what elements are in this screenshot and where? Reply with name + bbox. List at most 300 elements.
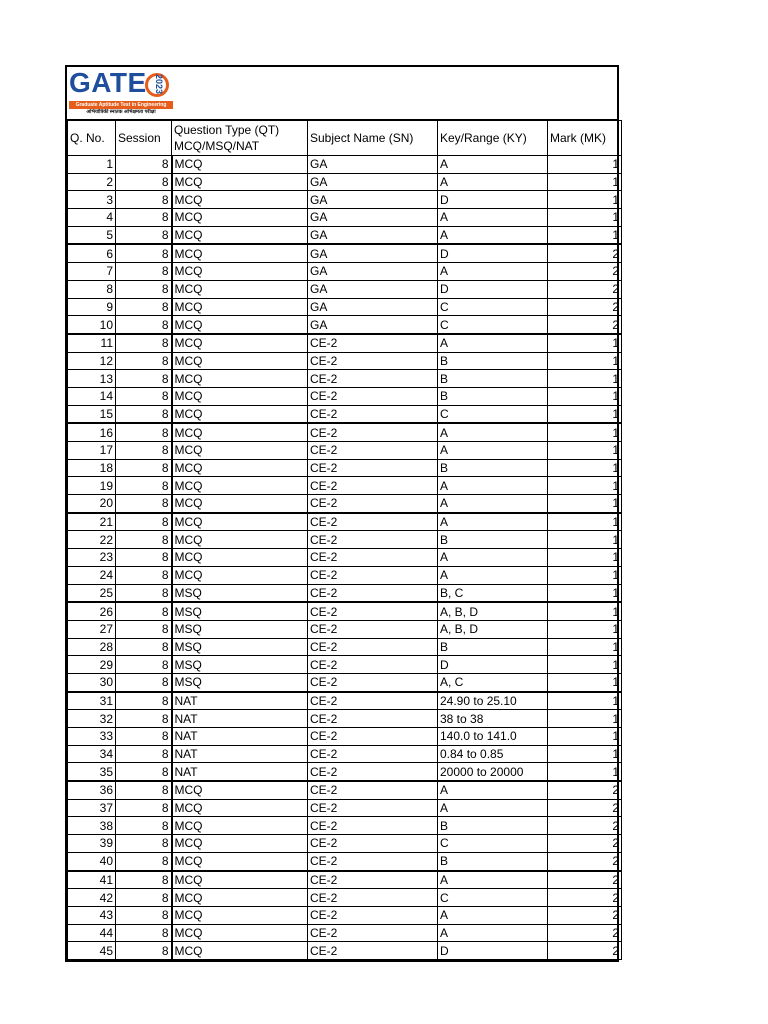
cell-key: A [438,423,548,441]
cell-mark: 1 [548,673,622,691]
cell-key: B [438,459,548,477]
cell-mark: 2 [548,280,622,298]
cell-key: C [438,298,548,316]
header-subject: Subject Name (SN) [308,121,438,156]
cell-question-type: MCQ [172,781,308,799]
table-row [68,442,622,460]
table-row [68,226,622,244]
cell-subject: CE-2 [308,423,438,441]
cell-question-type: MCQ [172,871,308,889]
table-row [68,191,622,209]
table-row [68,334,622,352]
cell-session: 8 [116,477,172,495]
cell-subject: CE-2 [308,817,438,835]
cell-subject: CE-2 [308,924,438,942]
table-row [68,638,622,656]
cell-key: A [438,442,548,460]
cell-question-type: MSQ [172,673,308,691]
cell-session: 8 [116,889,172,907]
table-row [68,459,622,477]
cell-qno: 17 [68,442,116,460]
cell-session: 8 [116,673,172,691]
cell-session: 8 [116,763,172,781]
cell-mark: 1 [548,602,622,620]
cell-mark: 1 [548,173,622,191]
cell-mark: 2 [548,298,622,316]
cell-question-type: MSQ [172,602,308,620]
cell-key: A [438,781,548,799]
cell-subject: CE-2 [308,638,438,656]
table-row [68,280,622,298]
cell-subject: CE-2 [308,942,438,960]
cell-qno: 9 [68,298,116,316]
cell-subject: GA [308,209,438,227]
cell-qno: 32 [68,710,116,728]
cell-session: 8 [116,316,172,334]
cell-key: A [438,173,548,191]
cell-subject: CE-2 [308,656,438,674]
gate-logo [69,67,173,116]
cell-qno: 8 [68,280,116,298]
cell-key: A [438,924,548,942]
table-row [68,620,622,638]
table-row [68,549,622,567]
cell-qno: 21 [68,513,116,531]
table-row [68,763,622,781]
cell-mark: 2 [548,889,622,907]
cell-key: B [438,817,548,835]
cell-qno: 7 [68,263,116,281]
table-row [68,906,622,924]
cell-session: 8 [116,370,172,388]
cell-question-type: MCQ [172,334,308,352]
logo-year: 2023 [154,73,164,95]
cell-qno: 2 [68,173,116,191]
cell-session: 8 [116,566,172,584]
header-question-type [172,121,308,156]
cell-qno: 24 [68,566,116,584]
cell-subject: GA [308,244,438,262]
table-row [68,602,622,620]
table-row [68,156,622,174]
cell-key: A [438,477,548,495]
answer-key-table [67,120,622,960]
cell-session: 8 [116,620,172,638]
cell-key: A, C [438,673,548,691]
cell-mark: 1 [548,513,622,531]
cell-key: A [438,209,548,227]
header-qtype-line1: Question Type (QT) [174,123,280,137]
table-row [68,871,622,889]
cell-qno: 3 [68,191,116,209]
cell-mark: 2 [548,924,622,942]
cell-subject: CE-2 [308,852,438,870]
cell-qno: 30 [68,673,116,691]
cell-question-type: MSQ [172,584,308,602]
table-row [68,495,622,513]
cell-subject: CE-2 [308,352,438,370]
cell-subject: CE-2 [308,334,438,352]
cell-question-type: MCQ [172,852,308,870]
cell-subject: CE-2 [308,620,438,638]
cell-session: 8 [116,156,172,174]
cell-qno: 13 [68,370,116,388]
cell-mark: 1 [548,156,622,174]
cell-qno: 1 [68,156,116,174]
cell-question-type: MCQ [172,477,308,495]
cell-session: 8 [116,387,172,405]
cell-key: B [438,387,548,405]
table-row [68,566,622,584]
cell-key: C [438,316,548,334]
table-row [68,817,622,835]
cell-question-type: MCQ [172,263,308,281]
cell-session: 8 [116,728,172,746]
cell-mark: 1 [548,442,622,460]
cell-qno: 6 [68,244,116,262]
cell-question-type: MSQ [172,638,308,656]
cell-key: B [438,852,548,870]
table-row [68,656,622,674]
cell-question-type: MSQ [172,620,308,638]
cell-mark: 1 [548,692,622,710]
cell-key: A [438,156,548,174]
cell-qno: 14 [68,387,116,405]
cell-question-type: MCQ [172,459,308,477]
header-key: Key/Range (KY) [438,121,548,156]
header-row [68,121,622,156]
cell-session: 8 [116,638,172,656]
cell-question-type: MCQ [172,495,308,513]
cell-question-type: NAT [172,745,308,763]
cell-session: 8 [116,244,172,262]
cell-subject: CE-2 [308,477,438,495]
cell-mark: 1 [548,387,622,405]
cell-question-type: NAT [172,692,308,710]
cell-qno: 36 [68,781,116,799]
cell-question-type: NAT [172,710,308,728]
cell-key: A, B, D [438,602,548,620]
cell-qno: 37 [68,799,116,817]
cell-mark: 1 [548,549,622,567]
cell-subject: GA [308,280,438,298]
cell-session: 8 [116,263,172,281]
cell-mark: 1 [548,423,622,441]
cell-qno: 11 [68,334,116,352]
cell-subject: CE-2 [308,906,438,924]
logo-row [67,67,617,120]
cell-subject: CE-2 [308,710,438,728]
cell-qno: 44 [68,924,116,942]
cell-mark: 1 [548,656,622,674]
cell-qno: 29 [68,656,116,674]
cell-subject: GA [308,298,438,316]
cell-mark: 2 [548,244,622,262]
cell-qno: 23 [68,549,116,567]
cell-question-type: MCQ [172,817,308,835]
cell-subject: CE-2 [308,871,438,889]
cell-session: 8 [116,710,172,728]
cell-question-type: MCQ [172,942,308,960]
cell-mark: 2 [548,852,622,870]
logo-tagline: Graduate Aptitude Test in Engineering [69,101,173,109]
cell-qno: 40 [68,852,116,870]
cell-key: A [438,566,548,584]
cell-question-type: MCQ [172,244,308,262]
cell-question-type: MCQ [172,799,308,817]
cell-subject: GA [308,263,438,281]
cell-question-type: NAT [172,728,308,746]
cell-session: 8 [116,871,172,889]
cell-subject: GA [308,156,438,174]
cell-qno: 45 [68,942,116,960]
table-row [68,263,622,281]
cell-mark: 1 [548,334,622,352]
cell-session: 8 [116,352,172,370]
logo-subline: अभियांत्रिकी स्नातक अभिक्षमता परीक्षा [86,109,156,115]
cell-session: 8 [116,298,172,316]
cell-mark: 2 [548,817,622,835]
cell-mark: 1 [548,728,622,746]
cell-subject: GA [308,191,438,209]
cell-key: B, C [438,584,548,602]
cell-mark: 1 [548,226,622,244]
cell-qno: 28 [68,638,116,656]
cell-subject: CE-2 [308,459,438,477]
cell-mark: 1 [548,477,622,495]
answer-key-sheet [65,65,619,962]
cell-key: B [438,638,548,656]
cell-key: B [438,352,548,370]
cell-key: 140.0 to 141.0 [438,728,548,746]
cell-session: 8 [116,226,172,244]
cell-session: 8 [116,799,172,817]
cell-question-type: MSQ [172,656,308,674]
cell-question-type: MCQ [172,370,308,388]
header-qno: Q. No. [68,121,116,156]
cell-question-type: NAT [172,763,308,781]
cell-question-type: MCQ [172,352,308,370]
cell-question-type: MCQ [172,405,308,423]
table-row [68,924,622,942]
cell-question-type: MCQ [172,442,308,460]
cell-key: B [438,370,548,388]
cell-mark: 1 [548,566,622,584]
cell-question-type: MCQ [172,387,308,405]
cell-qno: 4 [68,209,116,227]
cell-question-type: MCQ [172,226,308,244]
cell-mark: 1 [548,584,622,602]
cell-qno: 22 [68,531,116,549]
table-row [68,513,622,531]
cell-mark: 1 [548,763,622,781]
cell-qno: 33 [68,728,116,746]
table-row [68,781,622,799]
cell-session: 8 [116,173,172,191]
cell-subject: CE-2 [308,370,438,388]
cell-mark: 1 [548,495,622,513]
table-row [68,209,622,227]
cell-question-type: MCQ [172,566,308,584]
cell-key: C [438,835,548,853]
cell-mark: 1 [548,459,622,477]
cell-qno: 43 [68,906,116,924]
cell-session: 8 [116,495,172,513]
cell-qno: 10 [68,316,116,334]
cell-qno: 27 [68,620,116,638]
table-row [68,799,622,817]
cell-question-type: MCQ [172,531,308,549]
cell-subject: CE-2 [308,387,438,405]
cell-session: 8 [116,745,172,763]
cell-subject: CE-2 [308,566,438,584]
cell-key: D [438,280,548,298]
cell-session: 8 [116,692,172,710]
cell-key: C [438,405,548,423]
cell-qno: 38 [68,817,116,835]
cell-qno: 18 [68,459,116,477]
cell-mark: 2 [548,799,622,817]
cell-session: 8 [116,835,172,853]
table-row [68,673,622,691]
table-row [68,710,622,728]
cell-subject: CE-2 [308,692,438,710]
cell-question-type: MCQ [172,156,308,174]
cell-question-type: MCQ [172,924,308,942]
cell-session: 8 [116,781,172,799]
cell-session: 8 [116,334,172,352]
cell-key: A, B, D [438,620,548,638]
cell-session: 8 [116,191,172,209]
cell-qno: 26 [68,602,116,620]
table-row [68,745,622,763]
cell-key: D [438,656,548,674]
cell-subject: CE-2 [308,745,438,763]
header-session: Session [116,121,172,156]
cell-mark: 1 [548,638,622,656]
cell-mark: 2 [548,263,622,281]
cell-key: A [438,906,548,924]
table-row [68,423,622,441]
cell-session: 8 [116,584,172,602]
cell-key: A [438,226,548,244]
cell-mark: 1 [548,405,622,423]
cell-qno: 41 [68,871,116,889]
cell-mark: 2 [548,316,622,334]
cell-subject: CE-2 [308,799,438,817]
table-row [68,244,622,262]
cell-subject: CE-2 [308,513,438,531]
table-row [68,405,622,423]
cell-question-type: MCQ [172,280,308,298]
cell-session: 8 [116,209,172,227]
cell-session: 8 [116,602,172,620]
header-qtype-line2: MCQ/MSQ/NAT [174,139,260,153]
cell-session: 8 [116,531,172,549]
cell-mark: 1 [548,209,622,227]
cell-mark: 1 [548,352,622,370]
table-row [68,584,622,602]
cell-subject: CE-2 [308,549,438,567]
cell-mark: 1 [548,370,622,388]
cell-qno: 25 [68,584,116,602]
table-row [68,370,622,388]
cell-mark: 2 [548,906,622,924]
cell-mark: 1 [548,531,622,549]
table-row [68,316,622,334]
cell-subject: GA [308,173,438,191]
cell-subject: CE-2 [308,531,438,549]
cell-mark: 2 [548,781,622,799]
table-row [68,352,622,370]
cell-key: B [438,531,548,549]
cell-question-type: MCQ [172,906,308,924]
cell-qno: 42 [68,889,116,907]
cell-qno: 16 [68,423,116,441]
cell-qno: 20 [68,495,116,513]
cell-key: 20000 to 20000 [438,763,548,781]
cell-mark: 2 [548,942,622,960]
cell-key: A [438,263,548,281]
cell-key: A [438,495,548,513]
table-row [68,852,622,870]
table-row [68,173,622,191]
cell-session: 8 [116,942,172,960]
cell-qno: 31 [68,692,116,710]
cell-mark: 1 [548,620,622,638]
cell-mark: 2 [548,835,622,853]
cell-qno: 34 [68,745,116,763]
cell-session: 8 [116,852,172,870]
table-row [68,942,622,960]
cell-subject: CE-2 [308,442,438,460]
cell-session: 8 [116,924,172,942]
cell-mark: 1 [548,710,622,728]
table-row [68,889,622,907]
cell-mark: 1 [548,745,622,763]
cell-mark: 1 [548,191,622,209]
cell-key: A [438,871,548,889]
header-mark: Mark (MK) [548,121,622,156]
cell-key: C [438,889,548,907]
logo-word: GATE [69,67,147,98]
cell-question-type: MCQ [172,191,308,209]
cell-mark: 2 [548,871,622,889]
cell-question-type: MCQ [172,423,308,441]
table-row [68,692,622,710]
table-row [68,477,622,495]
cell-question-type: MCQ [172,835,308,853]
cell-qno: 12 [68,352,116,370]
cell-session: 8 [116,405,172,423]
cell-subject: CE-2 [308,602,438,620]
cell-subject: CE-2 [308,781,438,799]
cell-session: 8 [116,459,172,477]
cell-question-type: MCQ [172,209,308,227]
cell-qno: 39 [68,835,116,853]
cell-subject: CE-2 [308,763,438,781]
cell-key: D [438,191,548,209]
table-row [68,298,622,316]
cell-subject: CE-2 [308,728,438,746]
cell-subject: CE-2 [308,673,438,691]
cell-key: A [438,334,548,352]
cell-subject: CE-2 [308,835,438,853]
cell-key: 38 to 38 [438,710,548,728]
table-row [68,387,622,405]
cell-subject: CE-2 [308,584,438,602]
cell-qno: 15 [68,405,116,423]
